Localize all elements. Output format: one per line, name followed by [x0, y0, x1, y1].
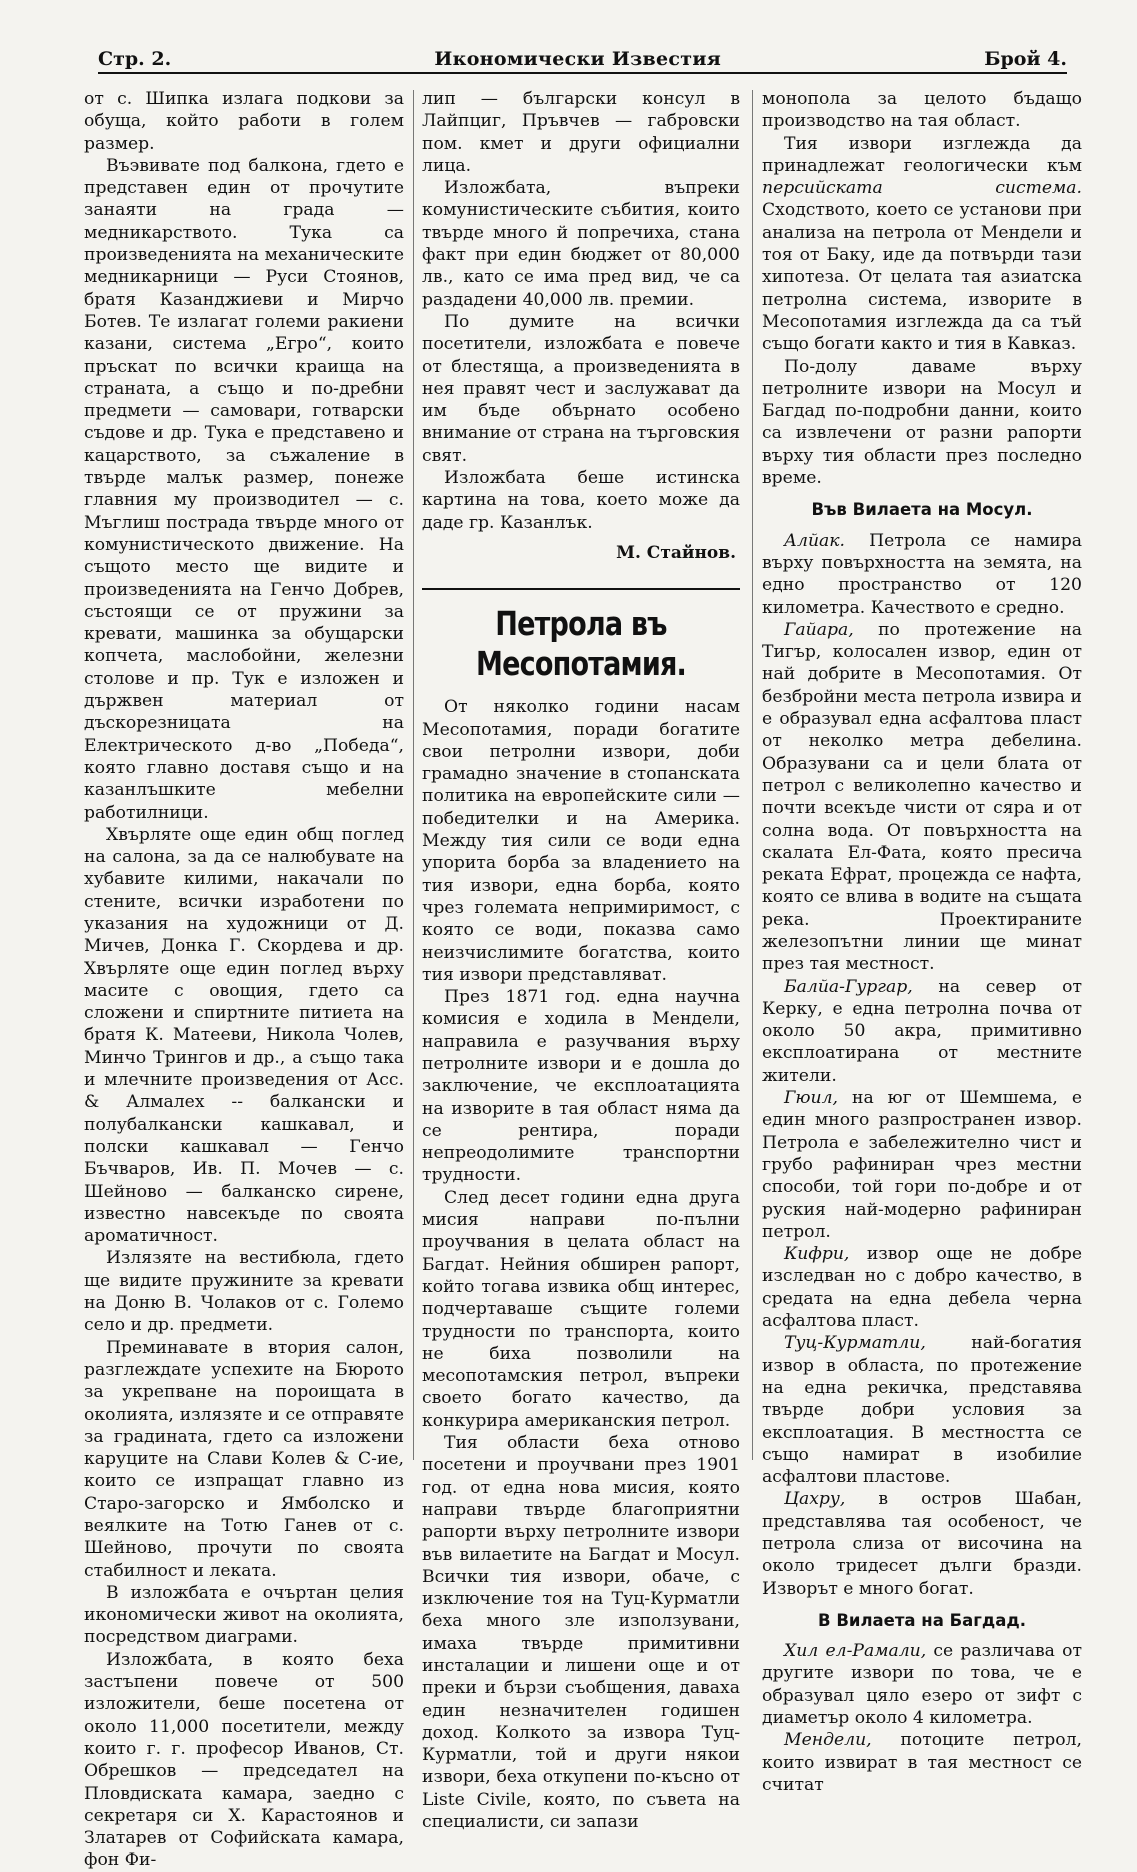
page-header — [98, 40, 1067, 70]
text-run: Тия извори изглежда да принадлежат геологически към — [762, 133, 1082, 176]
paragraph — [762, 1729, 1082, 1796]
text-run: по протежение на Тигър, колосален извор, един от най добрите в Месопотамия. От безбройни места петрола извира и е образувал една асфалтова пласт от неколко метра дебелина. Образувани са и цели блата от петрол с великолепно качество и почти всекъде чисти от сяра и от солна вода. От повърхността на скалата Ел-Фата, която пресича реката Ефрат, процежда се нафта, която се влива в водите на същата река. Проектираните железопътни линии ще минат през тая местност. — [762, 619, 1082, 975]
paragraph — [762, 1243, 1082, 1332]
author-signature: М. Стайнов. — [616, 542, 736, 563]
column-divider — [413, 90, 414, 1460]
page-number: Стр. 2. — [98, 48, 172, 70]
text-run: Сходството, което се установи при анализа на петрола от Мендели и тоя от Баку, иде да потвърди тази хипотеза. От целата тая азиатска петролна система, изворите в Месопотамия изглежда да са тъй също богати както и тия в Кавказ. — [762, 200, 1082, 355]
paragraph: Излязяте на вестибюла, гдето ще видите пружините за кревати на Доню В. Чолаков от с. Големо село и др. предмети. — [84, 1248, 404, 1336]
paragraph: Изложбата беше истинска картина на това, което може да даде гр. Казанлък. — [422, 468, 740, 533]
paragraph: От няколко години насам Месопотамия, поради богатите свои петролни извори, доби грамадно значение в стопанската политика на европейските сили — победителки и на Америка. Между тия сили се води една упорита борба за владението на тия извори, една борба, която чрез големата непримиримост, с която се води, показва само неизчислимите богатства, които тия извори представляват. — [422, 697, 740, 985]
column-2 — [422, 88, 740, 1833]
paragraph: По думите на всички посетители, изложбата е повече от блестяща, а произведенията в нея правят чест и заслужават да им бъде обърнато особено внимание от страна на търговския свят. — [422, 311, 740, 466]
paragraph — [762, 530, 1082, 619]
paragraph: от с. Шипка излага подкови за обуща, който работи в голем размер. — [84, 89, 404, 154]
text-run: Петрола се намира върху повърхността на земята, на едно пространство от 120 километра. Качеството е средно. — [762, 530, 1082, 618]
place-name: Алйак. — [784, 530, 846, 551]
place-name: Хил ел-Рамали, — [784, 1641, 927, 1662]
header-divider — [98, 72, 1067, 74]
place-name: Гайара, — [784, 619, 854, 640]
paragraph — [762, 133, 1082, 356]
column-divider — [752, 90, 753, 1460]
paragraph: Преминавате в втория салон, разглеждате успехите на Бюрото за укрепване на пороищата в околията, излязяте и се отправяте за градината, гдето са изложени каруците на Слави Колев & С-ие, които се изпращат главно из Старо-загорско и Ямболско и веялките на Тотю Ганев от с. Шейново, прочути по своята стабилност и леката. — [84, 1337, 404, 1581]
place-name: Балйа-Гургар, — [784, 976, 913, 997]
paragraph: В изложбата е очъртан целия икономически живот на околията, посредством диаграми. — [84, 1582, 404, 1648]
italic-text: персийската система. — [762, 178, 1082, 199]
paragraph: Тия области беха отново посетени и проучвани през 1901 год. от една нова мисия, която направи твърде благоприятни рапорти върху петролните извори във вилаетите на Багдат и Мосул. Всички тия извори, обаче, с изключение тоя на Туц-Курматли беха много зле използувани, имаха твърде примитивни инсталации и лишени още и от преки и бързи съобщения, даваха един незначителен годишен доход. Колкото за извора Туц-Курматли, той и други някои извори, беха откупени по-късно от Liste Civile, която, по съвета на специалисти, си запази — [422, 1433, 740, 1833]
paragraph: Изложбата, въпреки комунистическите събития, които твърде много й попречиха, стана факт при един бюджет от 80,000 лв., като се има пред вид, че са раздадени 40,000 лв. премии. — [422, 178, 740, 310]
text-run: на юг от Шемшема, е един много разпространен извор. Петрола е забележително чист и грубо рафиниран чрез местни способи, той гори по-добре и от руския най-модерно рафиниран петрол. — [762, 1088, 1082, 1242]
section-heading: Във Вилаета на Мосул. — [811, 500, 1033, 520]
place-name: Гюил, — [784, 1088, 838, 1109]
place-name: Цахру, — [784, 1489, 846, 1510]
paragraph — [762, 1332, 1082, 1488]
article-divider — [422, 588, 740, 590]
place-name: Кифри, — [784, 1244, 850, 1265]
paragraph: Въэвивате под балкона, гдето е представен един от прочутите занаяти на града — медникарството. Тука са произведенията на механическите медникарници — Руси Стоянов, братя Казанджиеви и Мирчо Ботев. Те излагат големи ракиени казани, система „Егро“, които пръскат по всички краища на страната, а също и по-дребни предмети — самовари, готварски съдове и др. Тука е представено и кацарството, за съжаление в твърде малък размер, понеже главния му производител — с. Мъглиш пострада твърде много от комунистическото движение. На същото место ще видите и произведенията на Генчо Добрев, състоящи се от пружини за кревати, машинка за обущарски копчета, маслобойни, железни столове и пр. Тук е изложен и държвен материал от дъскорезницата на Електрическото д-во „Победа“, която главно доставя също и на казанлъшките мебелни работилници. — [84, 155, 404, 823]
text-run: потоците петрол, които извират в тая местност се считат — [762, 1730, 1082, 1795]
newspaper-title: Икономически Известия — [434, 48, 722, 70]
paragraph: монопола за целото бъдащо производство на тая област. — [762, 89, 1082, 132]
column-3 — [762, 88, 1082, 1796]
paragraph: Изложбата, в която беха застъпени повече от 500 изложители, беше посетена от около 11,000 посетители, между които г. г. професор Иванов, Ст. Обрешков — председател на Пловдиската камара, заедно с секретаря си Х. Карастоянов и Златарев от Софийската камара, фон Фи- — [84, 1649, 404, 1871]
paragraph — [762, 1087, 1082, 1243]
column-1 — [84, 88, 404, 1872]
paragraph: След десет години една друга мисия направи по-пълни проучвания в целата област на Багдат. Нейния обширен рапорт, който тогава извика общ интерес, подчертаваше същите големи трудности по транспорта, които не биха позволили на месопотамския петрол, въпреки своето богато качество, да конкурира американския петрол. — [422, 1187, 740, 1431]
paragraph: Хвърляте още един общ поглед на салона, за да се налюбувате на хубавите килими, накачали по стените, всички изработени по указания на художници от Д. Мичев, Донка Г. Скордева и др. Хвърляте още един поглед върху масите с овощия, гдето са сложени и спиртните питиета на братя К. Матееви, Никола Чолев, Минчо Трингов и др., а също така и млечните произведения от Асс. & Алмалех -- балкански и полубалкански кашкавал, и полски кашкавал — Генчо Бъчваров, Ив. П. Мочев — с. Шейново — балканско сирене, известно навсекъде по своята ароматичност. — [84, 824, 404, 1247]
text-run: се различава от другите извори по това, че е образувал цяло езеро от зифт с диаметър около 4 километра. — [762, 1641, 1082, 1729]
text-run: извор още не добре изследван но с добро качество, в средата на една дебела черна асфалтова пласт. — [762, 1244, 1082, 1332]
paragraph — [762, 1640, 1082, 1729]
article-title: Петрола въ Месопотамия. — [475, 604, 687, 684]
paragraph: По-долу даваме върху петролните извори на Мосул и Багдад по-подробни данни, които са извлечени от разни рапорти върху тия области през последно време. — [762, 356, 1082, 489]
paragraph: През 1871 год. една научна комисия е ходила в Мендели, направила е разучвания върху петролните извори и е дошла до заключение, че експлоатацията на изворите в тая област няма да се рентира, поради непреодолимите транспортни трудности. — [422, 987, 740, 1186]
paragraph — [762, 619, 1082, 976]
text-run: в остров Шабан, представлява тая особеност, че петрола слиза от височина на около тридесет дълги бразди. Изворът е много богат. — [762, 1489, 1082, 1599]
text-run: най-богатия извор в областа, по протежение на една рекичка, представява твърде добри условия за експлоатация. В местността се също намират в изобилие асфалтови пластове. — [762, 1333, 1082, 1488]
paragraph: лип — български консул в Лайпциг, Пръвчев — габровски пом. кмет и други официални лица. — [422, 89, 740, 176]
text-run: на север от Керку, е една петролна почва от около 50 акра, примитивно експлоатирана от местните жители. — [762, 976, 1082, 1086]
paragraph — [762, 1488, 1082, 1599]
place-name: Мендели, — [784, 1730, 872, 1751]
section-heading: В Вилаета на Багдад. — [818, 1610, 1026, 1630]
paragraph — [762, 976, 1082, 1087]
issue-number: Брой 4. — [984, 48, 1067, 70]
place-name: Туц-Курматли, — [784, 1333, 926, 1354]
